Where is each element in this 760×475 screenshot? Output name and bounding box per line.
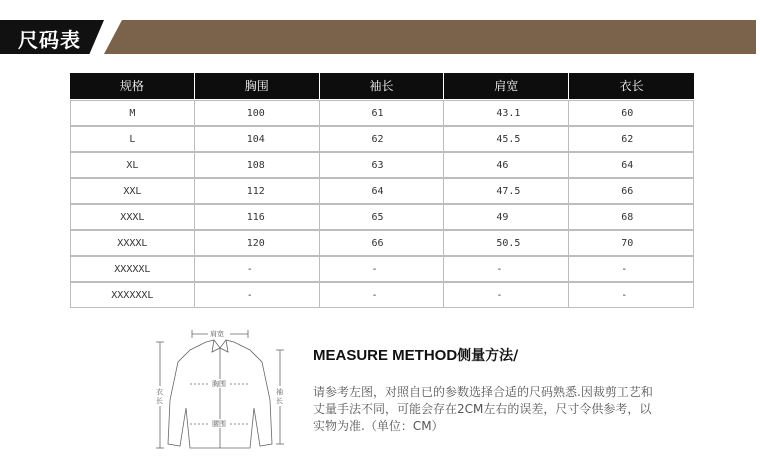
table-row [70,178,694,204]
table-row [70,230,694,256]
size-cell: XXXXXXL [70,282,195,308]
measure-title-cn: 侧量方法/ [457,348,519,364]
chest-cell: - [195,282,320,308]
size-cell: XXL [70,178,195,204]
chest-cell: 120 [195,230,320,256]
length-cell: 60 [569,100,694,126]
sleeve-cell: - [320,256,445,282]
length-cell: 64 [569,152,694,178]
length-cell: 68 [569,204,694,230]
sleeve-label-char-1: 袖 [276,388,283,396]
size-cell: XXXL [70,204,195,230]
size-cell: M [70,100,195,126]
column-header: 袖长 [320,73,445,99]
chest-cell: 116 [195,204,320,230]
chest-cell: 100 [195,100,320,126]
size-table [70,73,694,308]
shoulder-cell: 50.5 [444,230,569,256]
column-header: 胸围 [195,73,320,99]
instruction-line: 请参考左图，对照自已的参数选择合适的尺码熟悉.因裁剪工艺和 [313,385,653,399]
chest-cell: 108 [195,152,320,178]
measure-method-title [313,345,518,365]
shoulder-cell: 49 [444,204,569,230]
sleeve-cell: 63 [320,152,445,178]
sleeve-label-char-2: 长 [276,397,283,405]
sleeve-cell: 64 [320,178,445,204]
length-cell: - [569,256,694,282]
size-cell: XXXXXL [70,256,195,282]
shoulder-cell: 43.1 [444,100,569,126]
sleeve-cell: 65 [320,204,445,230]
column-header: 衣长 [619,79,644,93]
table-row [70,100,694,126]
shoulder-cell: - [444,256,569,282]
column-header: 肩宽 [444,73,569,99]
shoulder-cell: 46 [444,152,569,178]
instruction-line: 实物为准.（单位：CM） [313,419,444,433]
length-cell: 70 [569,230,694,256]
length-label-char-1: 衣 [156,388,163,396]
sleeve-cell: - [320,282,445,308]
size-cell: L [70,126,195,152]
chest-cell: 104 [195,126,320,152]
sleeve-cell: 61 [320,100,445,126]
table-row [70,204,694,230]
size-cell: XL [70,152,195,178]
length-cell: 66 [569,178,694,204]
length-cell: - [569,282,694,308]
measure-instructions [313,384,683,435]
header-accent-bar [104,20,756,54]
waist-label: 腰围 [212,420,226,428]
shoulder-cell: 45.5 [444,126,569,152]
chest-label: 胸围 [212,380,226,388]
length-label-char-2: 长 [156,397,163,405]
size-cell: XXXXL [70,230,195,256]
shoulder-cell: - [444,282,569,308]
section-header [0,20,760,54]
chest-cell: - [195,256,320,282]
table-header-row [70,73,694,99]
sleeve-cell: 62 [320,126,445,152]
chest-cell: 112 [195,178,320,204]
table-row [70,152,694,178]
table-row [70,282,694,308]
column-header: 规格 [70,73,195,99]
table-row [70,256,694,282]
shoulder-cell: 47.5 [444,178,569,204]
shoulder-label: 肩宽 [210,330,224,338]
instruction-line: 丈量手法不同，可能会存在2CM左右的误差，尺寸令供参考，以 [313,402,652,416]
garment-measure-diagram [150,328,290,456]
page-title: 尺码表 [18,28,81,52]
table-row [70,126,694,152]
length-cell: 62 [569,126,694,152]
measure-title-en: MEASURE METHOD [313,347,458,364]
sleeve-cell: 66 [320,230,445,256]
